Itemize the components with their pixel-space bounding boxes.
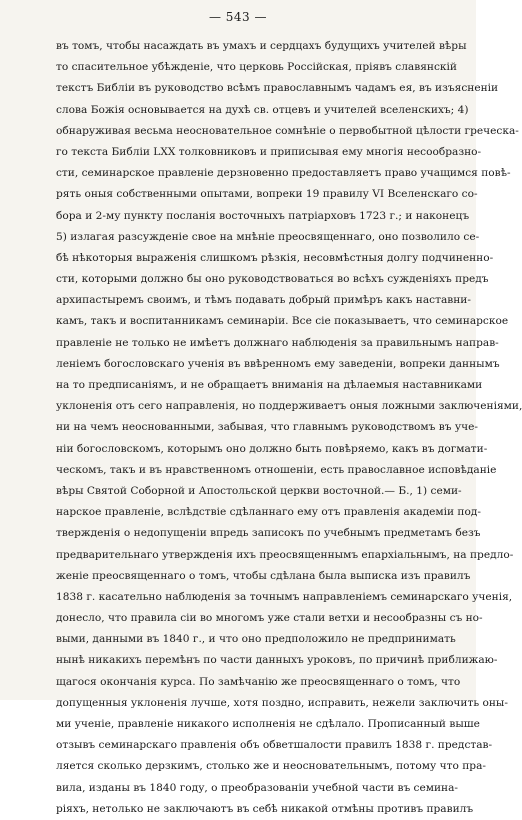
text-line: вѣры Святой Соборной и Апостольской церкви восточной.— Б., 1) семи- xyxy=(56,484,462,497)
text-line: сти, которыми должно бы оно руководствоваться во всѣхъ сужденіяхъ предъ xyxy=(56,273,489,286)
text-line: сти, семинарское правленіе дерзновенно предоставляетъ право учащимся повѣ- xyxy=(56,167,511,180)
text-line: нарское правленіе, вслѣдствіе сдѣланнаго ему отъ правленія академіи под- xyxy=(56,506,481,519)
text-line: ніи богословскомъ, которымъ оно должно быть повѣряемо, какъ въ догмати- xyxy=(56,442,488,455)
body-text xyxy=(56,36,522,820)
text-line: слова Божія основывается на духѣ св. отцевъ и учителей вселенскихъ; 4) xyxy=(56,103,469,116)
text-line: вила, изданы въ 1840 году, о преобразованіи учебной части въ семина- xyxy=(56,781,459,794)
text-line: леніемъ богословскаго ученія въ ввѣренномъ ему заведеніи, вопреки даннымъ xyxy=(56,357,500,370)
text-line: обнаруживая весьма неосновательное сомнѣніе о первобытной цѣлости греческа- xyxy=(56,124,519,137)
text-line: твержденія о недопущеніи впредь записокъ по учебнымъ предметамъ безъ xyxy=(56,527,481,540)
text-line: щагося окончанія курса. По замѣчанію же преосвященнаго о томъ, что xyxy=(56,675,461,688)
text-line: го текста Библіи LXX толковниковъ и приписывая ему многія несообразно- xyxy=(56,145,482,158)
text-line: бѣ нѣкоторыя выраженія слишкомъ рѣзкія, несовмѣстныя долгу подчиненно- xyxy=(56,251,494,264)
text-line: предварительнаго утвержденія ихъ преосвященнымъ епархіальнымъ, на предло- xyxy=(56,548,514,561)
text-line: въ томъ, чтобы насаждать въ умахъ и сердцахъ будущихъ учителей вѣры xyxy=(56,40,467,52)
text-line: то спасительное убѣжденіе, что церковь Россійская, пріявъ славянскій xyxy=(56,61,457,74)
text-line: на то предписаніямъ, и не обращаетъ вниманія на дѣлаемыя наставниками xyxy=(56,379,483,391)
text-line: текстъ Библіи въ руководство всѣмъ православнымъ чадамъ ея, въ изъясненіи xyxy=(56,82,499,95)
text-line: архипастыремъ своимъ, и тѣмъ подавать добрый примѣръ какъ наставни- xyxy=(56,294,471,307)
text-line: бора и 2-му пункту посланія восточныхъ патріарховъ 1723 г.; и наконецъ xyxy=(56,209,470,222)
text-line: уклоненія отъ сего направленія, но поддерживаетъ оныя ложными заключеніями, xyxy=(56,400,522,413)
text-line: нынѣ никакихъ перемѣнъ по части данныхъ уроковъ, по причинѣ приближаю- xyxy=(56,654,498,667)
text-line: камъ, такъ и воспитанникамъ семинаріи. Все сіе показываетъ, что семинарское xyxy=(56,315,509,328)
text-line: ни на чемъ неоснованными, забывая, что главнымъ руководствомъ въ уче- xyxy=(56,421,478,434)
text-line: допущенныя уклоненія лучше, хотя поздно, исправить, нежели заключить оны- xyxy=(56,696,508,709)
text-line: ми ученіе, правленіе никакого исполненія не сдѣлало. Прописанный выше xyxy=(56,718,480,730)
text-line: отзывъ семинарскаго правленія объ обветшалости правилъ 1838 г. представ- xyxy=(56,739,493,752)
text-line: ческомъ, такъ и въ нравственномъ отношеніи, есть православное исповѣданіе xyxy=(56,463,497,476)
text-line: донесло, что правила сіи во многомъ уже стали ветхи и несообразны съ но- xyxy=(56,612,483,625)
text-line: рять оныя собственными опытами, вопреки 19 правилу VI Вселенскаго со- xyxy=(56,188,478,201)
text-line: женіе преосвященнаго о томъ, чтобы сдѣлана была выписка изъ правилъ xyxy=(56,569,471,582)
page-number: — 543 — xyxy=(208,10,268,24)
text-line: ляется сколько дерзкимъ, столько же и неосновательнымъ, потому что пра- xyxy=(56,760,486,773)
text-line: ріяхъ, нетолько не заключаютъ въ себѣ никакой отмѣны противъ правилъ xyxy=(56,802,474,815)
text-line: правленіе не только не имѣетъ должнаго наблюденія за правильнымъ направ- xyxy=(56,336,499,349)
text-line: 5) излагая разсужденіе свое на мнѣніе преосвященнаго, оно позволило се- xyxy=(56,230,480,243)
text-line: 1838 г. касательно наблюденія за точнымъ направленіемъ семинарскаго ученія, xyxy=(56,590,513,603)
text-line: выми, данными въ 1840 г., и что оно предположило не предпринимать xyxy=(56,633,456,646)
